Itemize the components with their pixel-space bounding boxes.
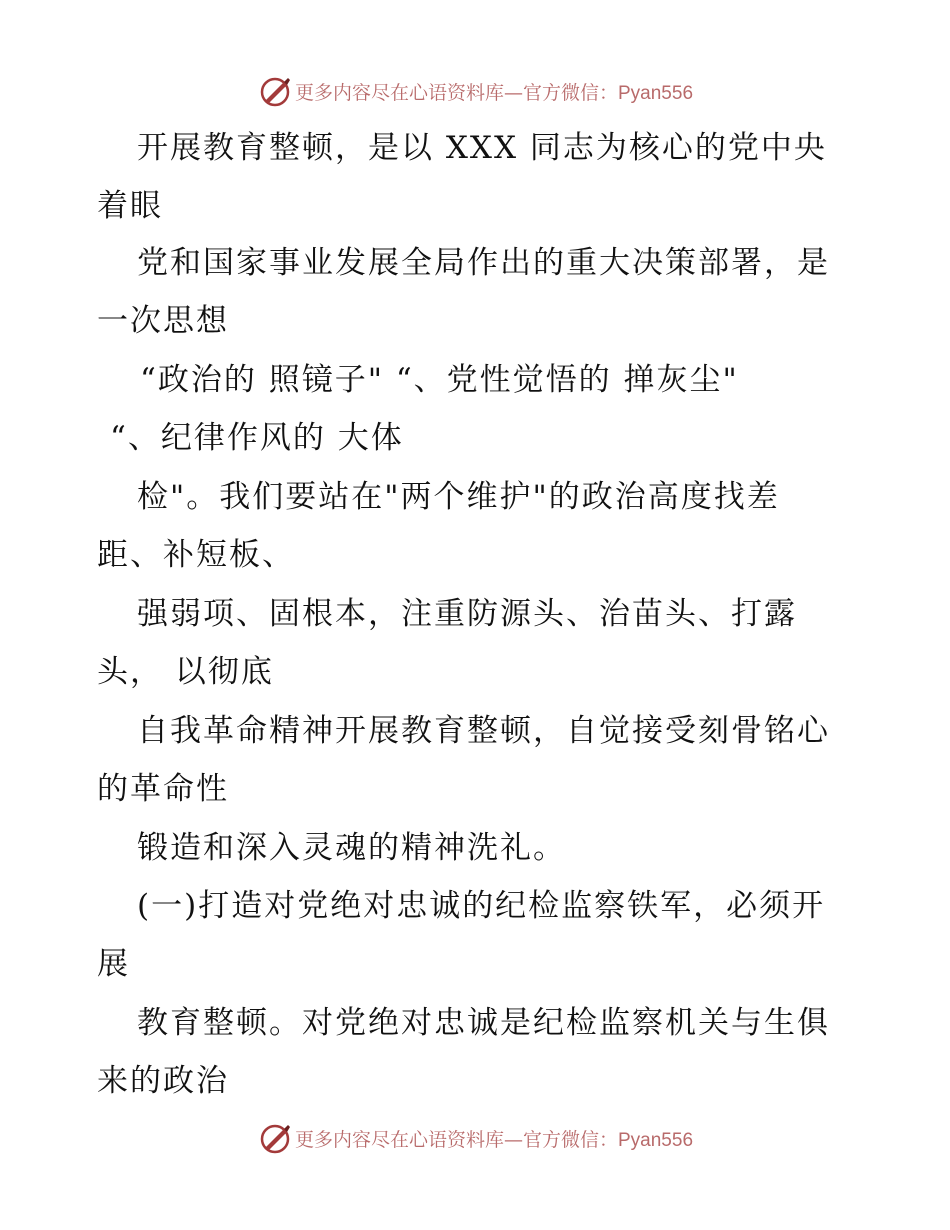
footer-wechat-id: Pyan556: [618, 1129, 694, 1151]
footer-banner-text: 更多内容尽在心语资料库—官方微信：: [294, 1128, 618, 1151]
body-line: 展: [97, 946, 130, 982]
body-line: 来的政治: [97, 1063, 229, 1099]
pen-circle-logo-icon: [257, 1120, 293, 1156]
body-line: 自我革命精神开展教育整顿，自觉接受刻骨铭心: [137, 713, 830, 749]
body-line: 开展教育整顿，是以 XXX 同志为核心的党中央: [137, 130, 827, 166]
header-banner-text: 更多内容尽在心语资料库—官方微信：: [294, 81, 618, 104]
body-line: 教育整顿。对党绝对忠诚是纪检监察机关与生俱: [137, 1005, 830, 1041]
footer-banner: [0, 1118, 950, 1158]
body-line: 一次思想: [97, 303, 229, 339]
header-wechat-id: Pyan556: [618, 82, 694, 104]
body-line: 头， 以彻底: [97, 654, 274, 690]
body-line: 党和国家事业发展全局作出的重大决策部署，是: [137, 245, 830, 281]
body-line: (一)打造对党绝对忠诚的纪检监察铁军，必须开: [137, 888, 826, 924]
body-line: 锻造和深入灵魂的精神洗礼。: [137, 830, 566, 866]
body-line: 的革命性: [97, 771, 229, 807]
body-line: 强弱项、固根本，注重防源头、治苗头、打露: [137, 596, 797, 632]
body-line: “政治的 照镜子" “、党性觉悟的 掸灰尘": [140, 362, 739, 398]
body-line: 距、补短板、: [97, 537, 295, 573]
body-line: 检"。我们要站在"两个维护"的政治高度找差: [137, 479, 780, 515]
body-line: “、纪律作风的 大体: [110, 420, 404, 456]
body-line: 着眼: [97, 188, 163, 224]
